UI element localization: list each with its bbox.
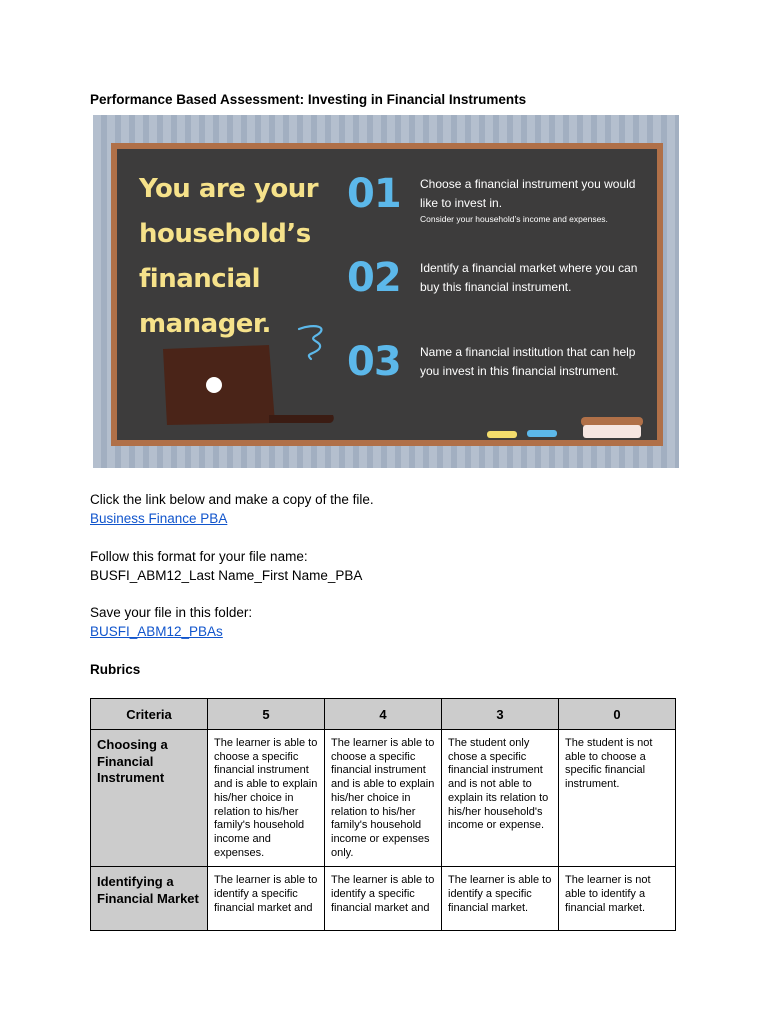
banner-headline bbox=[139, 167, 318, 347]
headline-line: You are your bbox=[139, 174, 319, 204]
step-line: buy this financial instrument. bbox=[420, 280, 572, 294]
step-line: Identify a financial market where you can bbox=[420, 261, 638, 275]
headline-line: manager. bbox=[139, 309, 271, 339]
rubrics-heading: Rubrics bbox=[90, 662, 141, 677]
step-line: Choose a financial instrument you would bbox=[420, 177, 636, 191]
criteria-cell: Identifying a Financial Market bbox=[91, 867, 208, 931]
business-finance-pba-link[interactable]: Business Finance PBA bbox=[90, 511, 228, 526]
table-header-row bbox=[91, 699, 676, 730]
save-instruction-text: Save your file in this folder: bbox=[90, 605, 253, 620]
format-instruction-text: Follow this format for your file name: bbox=[90, 549, 308, 564]
eraser-icon bbox=[579, 413, 649, 441]
save-folder-instructions bbox=[90, 603, 252, 641]
step-line: like to invest in. bbox=[420, 196, 503, 210]
assessment-banner-image bbox=[93, 115, 679, 468]
step-text bbox=[420, 343, 660, 381]
step-number: 03 bbox=[347, 339, 401, 385]
column-header: 5 bbox=[208, 699, 325, 730]
page-title: Performance Based Assessment: Investing in Financial Instruments bbox=[90, 92, 527, 107]
table-cell: The student only chose a specific financial instrument and is not able to explain its relation to his/her household's income or expense. bbox=[442, 730, 559, 867]
table-row bbox=[91, 867, 676, 931]
step-subtext: Consider your household’s income and expenses. bbox=[420, 214, 608, 224]
file-name-format bbox=[90, 547, 362, 585]
laptop-icon bbox=[157, 345, 337, 435]
file-name-format-value: BUSFI_ABM12_Last Name_First Name_PBA bbox=[90, 568, 363, 583]
column-header: Criteria bbox=[91, 699, 208, 730]
table-cell: The learner is able to identify a specific financial market and bbox=[208, 867, 325, 931]
table-cell: The learner is able to choose a specific financial instrument and is able to explain his/her choice in relation to his/her family's household income and expenses. bbox=[208, 730, 325, 867]
criteria-cell: Choosing a Financial Instrument bbox=[91, 730, 208, 867]
column-header: 3 bbox=[442, 699, 559, 730]
table-row bbox=[91, 730, 676, 867]
yellow-chalk-icon bbox=[487, 431, 517, 438]
blue-chalk-icon bbox=[527, 430, 557, 437]
copy-instruction-text: Click the link below and make a copy of the file. bbox=[90, 492, 374, 507]
rubric-table bbox=[90, 698, 676, 931]
column-header: 4 bbox=[325, 699, 442, 730]
table-cell: The learner is able to identify a specific financial market. bbox=[442, 867, 559, 931]
step-line: you invest in this financial instrument. bbox=[420, 364, 619, 378]
busfi-folder-link[interactable]: BUSFI_ABM12_PBAs bbox=[90, 624, 223, 639]
table-cell: The learner is able to choose a specific financial instrument and is able to explain his/her choice in relation to his/her family's household income or expenses only. bbox=[325, 730, 442, 867]
table-cell: The student is not able to choose a specific financial instrument. bbox=[559, 730, 676, 867]
step-number: 01 bbox=[347, 171, 401, 217]
table-cell: The learner is not able to identify a financial market. bbox=[559, 867, 676, 931]
copy-instructions bbox=[90, 490, 374, 528]
table-cell: The learner is able to identify a specific financial market and bbox=[325, 867, 442, 931]
step-text bbox=[420, 259, 660, 297]
step-line: Name a financial institution that can help bbox=[420, 345, 636, 359]
chalkboard bbox=[111, 143, 663, 446]
headline-line: household’s bbox=[139, 219, 311, 249]
column-header: 0 bbox=[559, 699, 676, 730]
step-number: 02 bbox=[347, 255, 401, 301]
step-text bbox=[420, 175, 660, 225]
headline-line: financial bbox=[139, 264, 261, 294]
